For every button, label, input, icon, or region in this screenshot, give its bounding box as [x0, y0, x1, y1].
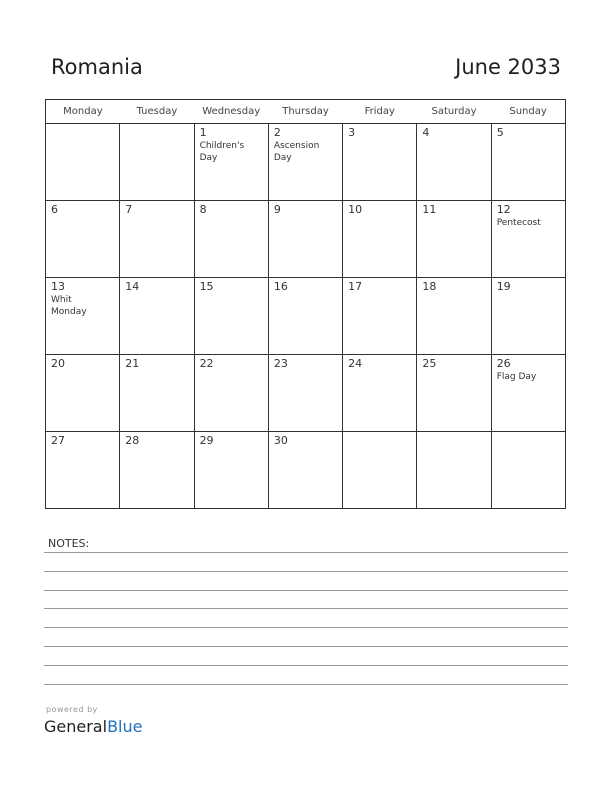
day-cell — [343, 201, 417, 278]
day-number: 23 — [273, 357, 288, 370]
day-number: 19 — [496, 280, 511, 293]
note-line — [44, 552, 568, 553]
week-row — [46, 355, 566, 432]
calendar-grid — [45, 99, 566, 509]
day-number: 11 — [422, 203, 437, 216]
note-line — [44, 646, 568, 647]
day-cell — [417, 278, 491, 355]
day-number: 8 — [199, 203, 207, 216]
day-number: 18 — [422, 280, 437, 293]
day-cell — [491, 432, 565, 509]
brand-blue: Blue — [107, 717, 143, 736]
day-number: 5 — [496, 126, 504, 139]
day-cell — [417, 201, 491, 278]
powered-by-text: powered by — [46, 705, 98, 714]
day-cell — [120, 124, 194, 201]
day-cell — [417, 124, 491, 201]
day-cell — [268, 432, 342, 509]
day-cell — [120, 355, 194, 432]
holiday-label: Pentecost — [496, 218, 541, 228]
brand-general: General — [44, 717, 108, 736]
day-number: 21 — [125, 357, 140, 370]
day-cell — [268, 201, 342, 278]
month-year-title: June 2033 — [455, 55, 561, 79]
day-number: 16 — [273, 280, 288, 293]
day-cell — [194, 124, 268, 201]
day-number: 30 — [273, 434, 288, 447]
holiday-label: Whit Monday — [51, 295, 87, 317]
day-cell — [46, 201, 120, 278]
weekday-header: Friday — [343, 100, 417, 124]
day-cell — [46, 124, 120, 201]
day-cell — [120, 278, 194, 355]
weekday-header: Wednesday — [194, 100, 268, 124]
day-number: 7 — [125, 203, 133, 216]
day-number: 2 — [273, 126, 281, 139]
day-cell — [194, 355, 268, 432]
day-number: 13 — [51, 280, 65, 293]
day-number: 24 — [348, 357, 363, 370]
day-cell — [417, 432, 491, 509]
day-cell — [491, 355, 565, 432]
weekday-header: Monday — [46, 100, 120, 124]
day-number: 15 — [199, 280, 214, 293]
day-number: 10 — [348, 203, 363, 216]
note-line — [44, 608, 568, 609]
day-number: 22 — [199, 357, 214, 370]
holiday-label: Ascension Day — [273, 141, 320, 163]
day-number: 29 — [199, 434, 214, 447]
day-number: 4 — [422, 126, 430, 139]
day-cell — [46, 432, 120, 509]
day-cell — [343, 355, 417, 432]
day-cell — [120, 432, 194, 509]
day-cell — [343, 432, 417, 509]
week-row — [46, 124, 566, 201]
weekday-header: Tuesday — [120, 100, 194, 124]
day-cell — [46, 278, 120, 355]
weekday-header: Thursday — [268, 100, 342, 124]
day-number: 27 — [51, 434, 65, 447]
day-cell — [194, 278, 268, 355]
day-number: 28 — [125, 434, 140, 447]
day-cell — [343, 278, 417, 355]
note-line — [44, 665, 568, 666]
holiday-label: Children's Day — [199, 141, 245, 163]
day-number: 26 — [496, 357, 511, 370]
brand-logo — [44, 717, 142, 736]
weekday-header: Saturday — [417, 100, 491, 124]
day-cell — [491, 201, 565, 278]
day-cell — [417, 355, 491, 432]
note-line — [44, 684, 568, 685]
day-cell — [268, 278, 342, 355]
day-cell — [194, 201, 268, 278]
day-cell — [491, 124, 565, 201]
day-number: 1 — [199, 126, 207, 139]
holiday-label: Flag Day — [496, 372, 537, 382]
note-line — [44, 627, 568, 628]
weekday-header: Sunday — [491, 100, 565, 124]
weekday-header-row — [46, 100, 566, 124]
day-number: 14 — [125, 280, 140, 293]
notes-label: NOTES: — [48, 537, 90, 550]
day-number: 25 — [422, 357, 437, 370]
day-cell — [120, 201, 194, 278]
day-cell — [46, 355, 120, 432]
day-number: 9 — [273, 203, 281, 216]
week-row — [46, 201, 566, 278]
day-number: 17 — [348, 280, 363, 293]
country-title: Romania — [51, 55, 143, 79]
day-number: 6 — [51, 203, 58, 216]
note-line — [44, 571, 568, 572]
week-row — [46, 432, 566, 509]
day-cell — [343, 124, 417, 201]
note-line — [44, 590, 568, 591]
day-number: 12 — [496, 203, 511, 216]
day-cell — [268, 124, 342, 201]
week-row — [46, 278, 566, 355]
day-number: 3 — [348, 126, 356, 139]
day-cell — [268, 355, 342, 432]
day-cell — [194, 432, 268, 509]
day-number: 20 — [51, 357, 65, 370]
day-cell — [491, 278, 565, 355]
